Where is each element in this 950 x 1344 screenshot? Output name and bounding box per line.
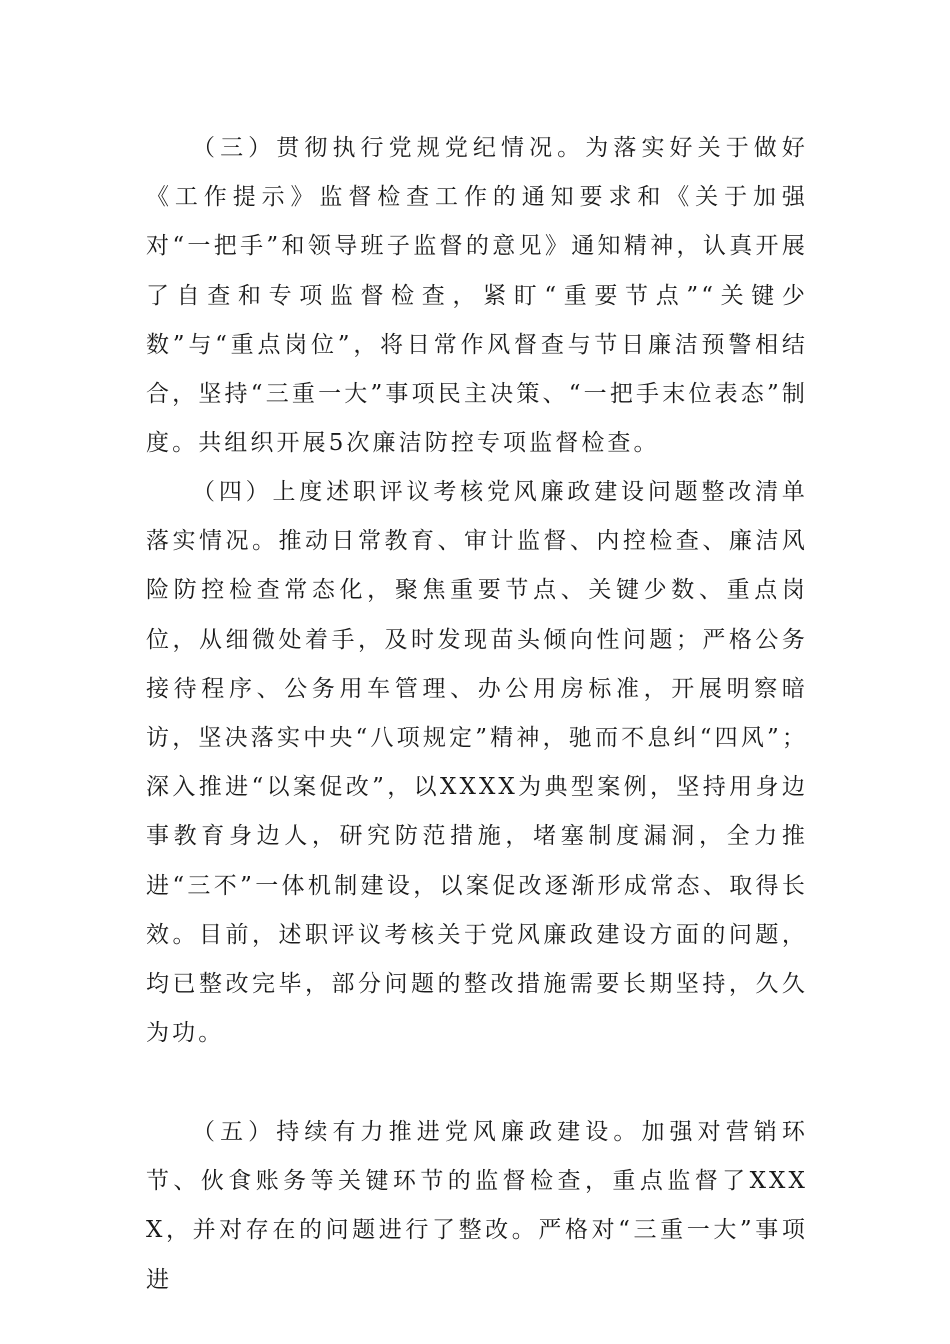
- paragraph-section-4: （四）上度述职评议考核党风廉政建设问题整改清单落实情况。推动日常教育、审计监督、内控检查、廉洁风险防控检查常态化，聚焦重要节点、关键少数、重点岗位，从细微处着手，及时发现苗头倾向性问题；严格公务接待程序、公务用车管理、办公用房标准，开展明察暗访，坚决落实中央“八项规定”精神，驰而不息纠“四风”；深入推进“以案促改”，以XXXX为典型案例，坚持用身边事教育身边人，研究防范措施，堵塞制度漏洞，全力推进“三不”一体机制建设，以案促改逐渐形成常态、取得长效。目前，述职评议考核关于党风廉政建设方面的问题，均已整改完毕，部分问题的整改措施需要长期坚持，久久为功。: [146, 479, 808, 1047]
- paragraph-section-5: （五）持续有力推进党风廉政建设。加强对营销环节、伙食账务等关键环节的监督检查，重点监督了XXXX，并对存在的问题进行了整改。严格对“三重一大”事项进: [146, 1119, 808, 1293]
- paragraph-section-3: （三）贯彻执行党规党纪情况。为落实好关于做好《工作提示》监督检查工作的通知要求和《关于加强对“一把手”和领导班子监督的意见》通知精神，认真开展了自查和专项监督检查，紧盯“重要节点”“关键少数”与“重点岗位”，将日常作风督查与节日廉洁预警相结合，坚持“三重一大”事项民主决策、“一把手末位表态”制度。共组织开展5次廉洁防控专项监督检查。: [146, 135, 808, 457]
